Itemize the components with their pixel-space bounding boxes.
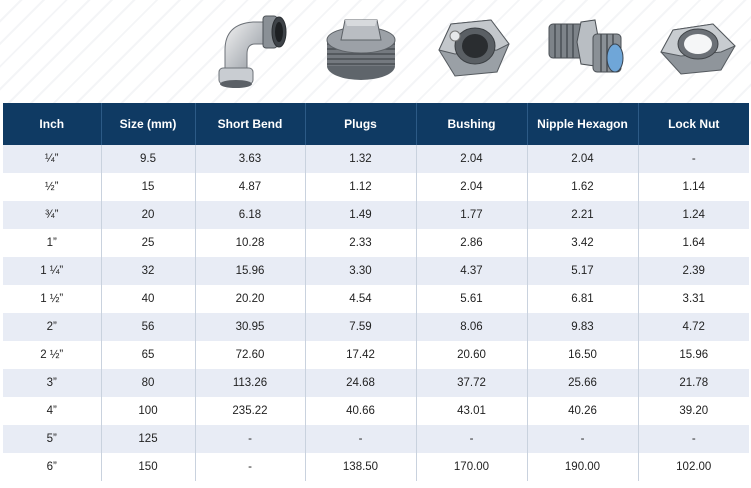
table-cell: 4” xyxy=(3,397,101,425)
table-cell: ¼” xyxy=(3,145,101,173)
table-row xyxy=(3,453,749,481)
table-cell: 1.49 xyxy=(305,201,416,229)
table-cell: - xyxy=(638,145,749,173)
table-cell: 40.66 xyxy=(305,397,416,425)
table-cell: 40.26 xyxy=(527,397,638,425)
table-cell: 72.60 xyxy=(195,341,305,369)
table-cell: ¾” xyxy=(3,201,101,229)
table-cell: 20.20 xyxy=(195,285,305,313)
table-cell: 25 xyxy=(101,229,195,257)
table-cell: 2.86 xyxy=(416,229,527,257)
table-cell: 1.12 xyxy=(305,173,416,201)
table-cell: 190.00 xyxy=(527,453,638,481)
table-cell: 17.42 xyxy=(305,341,416,369)
table-cell: 1 ¼” xyxy=(3,257,101,285)
table-cell: 15 xyxy=(101,173,195,201)
hex-nipple-icon xyxy=(539,6,631,92)
table-cell: 9.5 xyxy=(101,145,195,173)
table-cell: 113.26 xyxy=(195,369,305,397)
table-cell: 20.60 xyxy=(416,341,527,369)
table-cell: 32 xyxy=(101,257,195,285)
table-cell: 5.61 xyxy=(416,285,527,313)
hex-bushing-icon xyxy=(427,6,519,92)
table-cell: 24.68 xyxy=(305,369,416,397)
table-cell: 100 xyxy=(101,397,195,425)
table-cell: 6.18 xyxy=(195,201,305,229)
table-cell: - xyxy=(527,425,638,453)
table-cell: 2 ½” xyxy=(3,341,101,369)
table-cell: 10.28 xyxy=(195,229,305,257)
table-cell: 7.59 xyxy=(305,313,416,341)
table-row xyxy=(3,229,749,257)
table-row xyxy=(3,425,749,453)
table-row xyxy=(3,201,749,229)
table-cell: 138.50 xyxy=(305,453,416,481)
table-header-row xyxy=(3,103,749,145)
table-cell: 125 xyxy=(101,425,195,453)
table-cell: - xyxy=(416,425,527,453)
table-cell: - xyxy=(195,453,305,481)
table-cell: 40 xyxy=(101,285,195,313)
table-cell: 37.72 xyxy=(416,369,527,397)
table-cell: 39.20 xyxy=(638,397,749,425)
table-cell: 2.04 xyxy=(416,145,527,173)
table-cell: 15.96 xyxy=(195,257,305,285)
column-header-lock-nut: Lock Nut xyxy=(638,103,749,145)
table-cell: 6.81 xyxy=(527,285,638,313)
table-cell: 8.06 xyxy=(416,313,527,341)
product-image-band xyxy=(0,0,751,103)
table-cell: 80 xyxy=(101,369,195,397)
table-cell: 16.50 xyxy=(527,341,638,369)
table-cell: 25.66 xyxy=(527,369,638,397)
table-cell: - xyxy=(638,425,749,453)
table-cell: 5” xyxy=(3,425,101,453)
table-row xyxy=(3,145,749,173)
table-cell: 2.04 xyxy=(416,173,527,201)
column-header-size-mm: Size (mm) xyxy=(101,103,195,145)
table-cell: ½” xyxy=(3,173,101,201)
table-row xyxy=(3,341,749,369)
table-cell: 4.72 xyxy=(638,313,749,341)
table-cell: 1.62 xyxy=(527,173,638,201)
table-cell: 1.77 xyxy=(416,201,527,229)
table-cell: 30.95 xyxy=(195,313,305,341)
table-cell: 65 xyxy=(101,341,195,369)
table-cell: 1.64 xyxy=(638,229,749,257)
table-row xyxy=(3,369,749,397)
table-cell: - xyxy=(305,425,416,453)
table-row xyxy=(3,313,749,341)
table-cell: 56 xyxy=(101,313,195,341)
column-header-bushing: Bushing xyxy=(416,103,527,145)
table-cell: 43.01 xyxy=(416,397,527,425)
table-row xyxy=(3,173,749,201)
table-cell: 2” xyxy=(3,313,101,341)
table-cell: 3.30 xyxy=(305,257,416,285)
table-cell: 1.24 xyxy=(638,201,749,229)
table-cell: 6” xyxy=(3,453,101,481)
column-header-nipple-hexagon: Nipple Hexagon xyxy=(527,103,638,145)
table-cell: 21.78 xyxy=(638,369,749,397)
table-cell: 2.39 xyxy=(638,257,749,285)
fitting-price-table xyxy=(3,103,749,481)
column-header-short-bend: Short Bend xyxy=(195,103,305,145)
table-body xyxy=(3,145,749,481)
table-cell: 1.14 xyxy=(638,173,749,201)
table-cell: 4.87 xyxy=(195,173,305,201)
table-cell: 2.04 xyxy=(527,145,638,173)
table-cell: 3.63 xyxy=(195,145,305,173)
table-cell: 20 xyxy=(101,201,195,229)
table-cell: 2.33 xyxy=(305,229,416,257)
table-row xyxy=(3,397,749,425)
square-head-plug-icon xyxy=(315,6,407,92)
column-header-plugs: Plugs xyxy=(305,103,416,145)
lock-nut-icon xyxy=(651,6,743,92)
table-cell: 1.32 xyxy=(305,145,416,173)
column-header-inch: Inch xyxy=(3,103,101,145)
table-cell: 102.00 xyxy=(638,453,749,481)
table-row xyxy=(3,257,749,285)
table-cell: 4.54 xyxy=(305,285,416,313)
table-cell: 1” xyxy=(3,229,101,257)
table-cell: 1 ½” xyxy=(3,285,101,313)
table-cell: 170.00 xyxy=(416,453,527,481)
table-cell: 4.37 xyxy=(416,257,527,285)
table-cell: 2.21 xyxy=(527,201,638,229)
table-cell: - xyxy=(195,425,305,453)
table-cell: 3.42 xyxy=(527,229,638,257)
table-cell: 9.83 xyxy=(527,313,638,341)
table-cell: 3.31 xyxy=(638,285,749,313)
table-row xyxy=(3,285,749,313)
table-cell: 150 xyxy=(101,453,195,481)
table-cell: 15.96 xyxy=(638,341,749,369)
table-cell: 5.17 xyxy=(527,257,638,285)
table-cell: 235.22 xyxy=(195,397,305,425)
table-cell: 3” xyxy=(3,369,101,397)
short-bend-fitting-icon xyxy=(203,6,295,92)
